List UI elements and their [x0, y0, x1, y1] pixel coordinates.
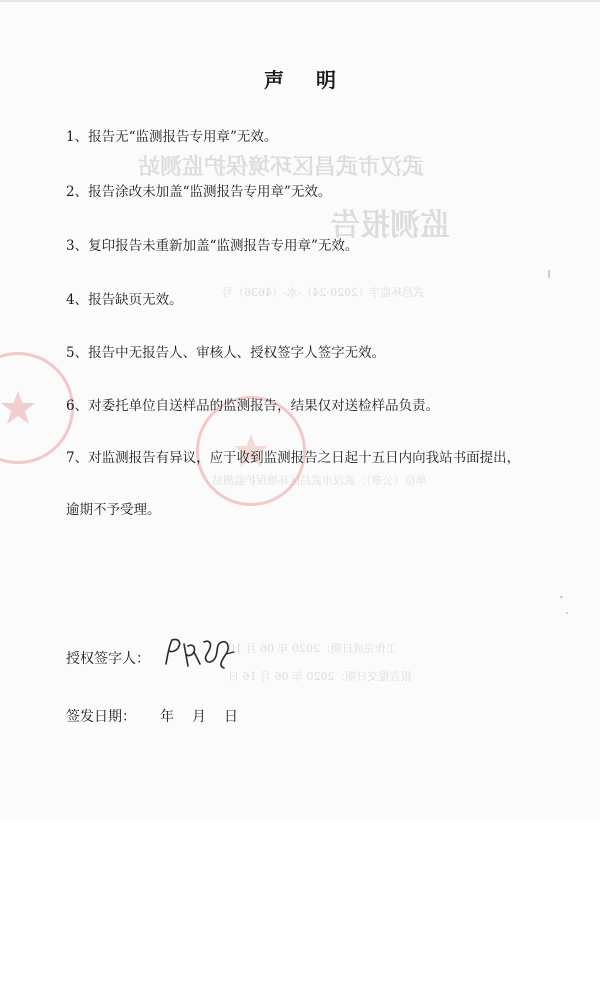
handwritten-signature: [160, 634, 242, 678]
issue-date-month: 月: [192, 709, 206, 725]
page-title: [0, 64, 600, 93]
show-through-report-no: 武昌环监字（2020-24）-水-（4636）号: [222, 286, 425, 299]
blank-bottom-area: [0, 820, 600, 988]
show-through-org-name: 武汉市武昌区环境保护监测站: [138, 154, 425, 180]
scan-edge: [0, 0, 600, 2]
scan-dust-mark: [560, 596, 563, 598]
scan-dust-mark: [566, 612, 568, 614]
show-through-issue-date: 报告提交日期：2020 年 06 月 16 日: [228, 670, 412, 683]
statement-item-5: 5、报告中无报告人、审核人、授权签字人签字无效。: [66, 345, 386, 361]
show-through-report-title: 监测报告: [330, 208, 450, 243]
show-through-work-date: 工作完成日期：2020 年 06 月 10: [228, 642, 397, 655]
statement-item-6: 6、对委托单位自送样品的监测报告，结果仅对送检样品负责。: [66, 398, 440, 414]
statement-item-1: 1、报告无“监测报告专用章”无效。: [66, 129, 278, 145]
title-char-2: 明: [316, 68, 336, 92]
seal-show-through-left: [0, 352, 74, 464]
signatory-label: 授权签字人：: [66, 651, 150, 667]
statement-item-7: 7、对监测报告有异议，应于收到监测报告之日起十五日内向我站书面提出，: [66, 450, 521, 466]
issue-date-day: 日: [224, 709, 238, 725]
statement-item-2: 2、报告涂改未加盖“监测报告专用章”无效。: [66, 184, 332, 200]
statement-item-7-continuation: 逾期不予受理。: [66, 502, 161, 518]
show-through-unit: 单位（公章）：武汉市武昌区环境保护监测站: [212, 474, 427, 487]
scan-dust-mark: [548, 270, 550, 278]
statement-item-3: 3、复印报告未重新加盖“监测报告专用章”无效。: [66, 238, 359, 254]
issue-date-label: 签发日期：: [66, 709, 136, 725]
title-char-1: 声: [264, 68, 284, 92]
issue-date-year: 年: [160, 709, 174, 725]
star-icon: [0, 388, 38, 428]
statement-item-4: 4、报告缺页无效。: [66, 292, 183, 308]
